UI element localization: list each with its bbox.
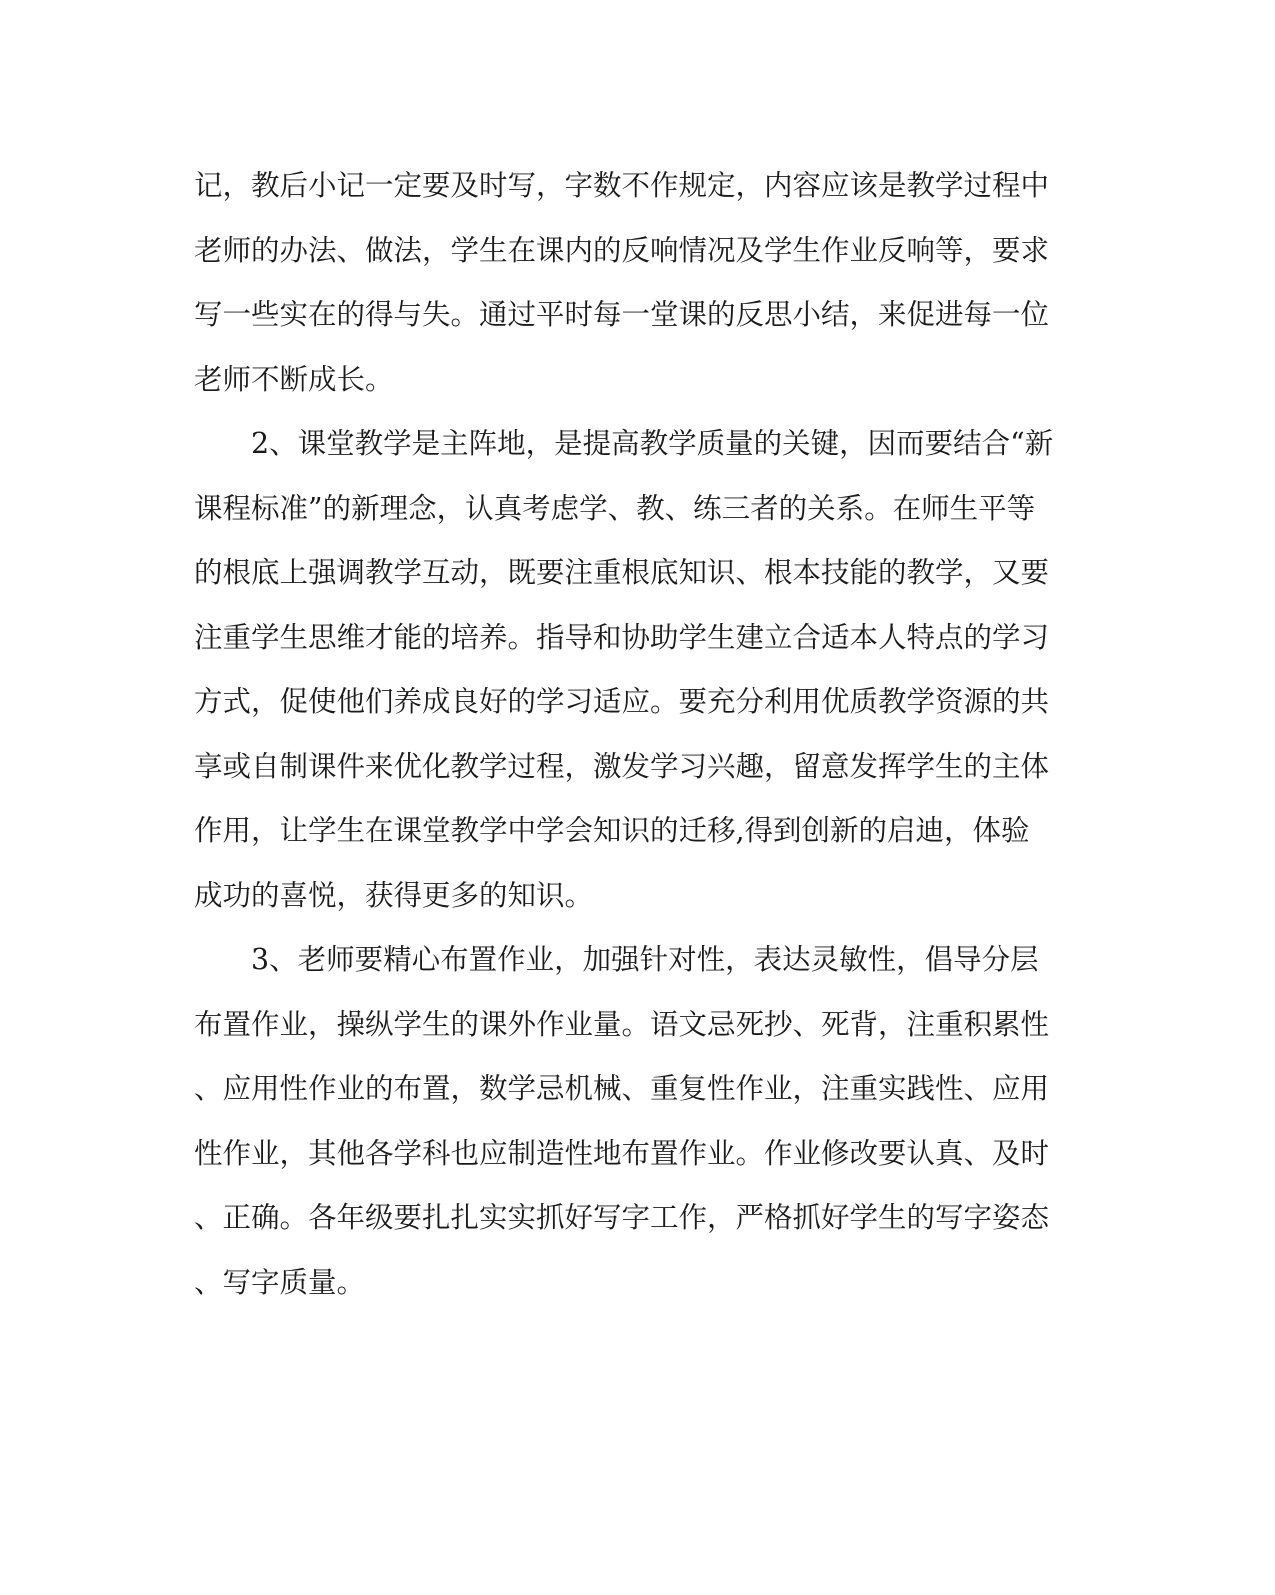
- text-line: 老师不断成长。: [194, 362, 394, 396]
- text-line: 2、课堂教学是主阵地，是提高教学质量的关键，因而要结合“新: [194, 427, 1054, 460]
- text-line: 注重学生思维才能的培养。指导和协助学生建立合适本人特点的学习: [194, 620, 1050, 654]
- text-line: 课程标准”的新理念，认真考虑学、教、练三者的关系。在师生平等: [194, 491, 1036, 525]
- text-line: 、正确。各年级要扎扎实实抓好写字工作，严格抓好学生的写字姿态: [194, 1201, 1050, 1234]
- body-text: [194, 154, 1064, 1315]
- text-line: 、应用性作业的布置，数学忌机械、重复性作业，注重实践性、应用: [194, 1072, 1050, 1105]
- text-line: 老师的办法、做法，学生在课内的反响情况及学生作业反响等，要求: [194, 233, 1050, 267]
- text-line: 、写字质量。: [194, 1265, 366, 1299]
- text-line: 记，教后小记一定要及时写，字数不作规定，内容应该是教学过程中: [194, 169, 1050, 202]
- text-line: 性作业，其他各学科也应制造性地布置作业。作业修改要认真、及时: [194, 1136, 1050, 1170]
- text-line: 作用，让学生在课堂教学中学会知识的迁移,得到创新的启迪，体验: [194, 814, 1030, 847]
- text-line: 享或自制课件来优化教学过程，激发学习兴趣，留意发挥学生的主体: [194, 749, 1050, 783]
- text-line: 的根底上强调教学互动，既要注重根底知识、根本技能的教学，又要: [194, 556, 1050, 589]
- text-line: 3、老师要精心布置作业，加强针对性，表达灵敏性，倡导分层: [194, 943, 1039, 976]
- text-line: 布置作业，操纵学生的课外作业量。语文忌死抄、死背，注重积累性: [194, 1007, 1050, 1041]
- text-line: 方式，促使他们养成良好的学习适应。要充分利用优质教学资源的共: [194, 685, 1050, 718]
- text-line: 写一些实在的得与失。通过平时每一堂课的反思小结，来促进每一位: [194, 298, 1050, 331]
- text-line: 成功的喜悦，获得更多的知识。: [194, 878, 594, 912]
